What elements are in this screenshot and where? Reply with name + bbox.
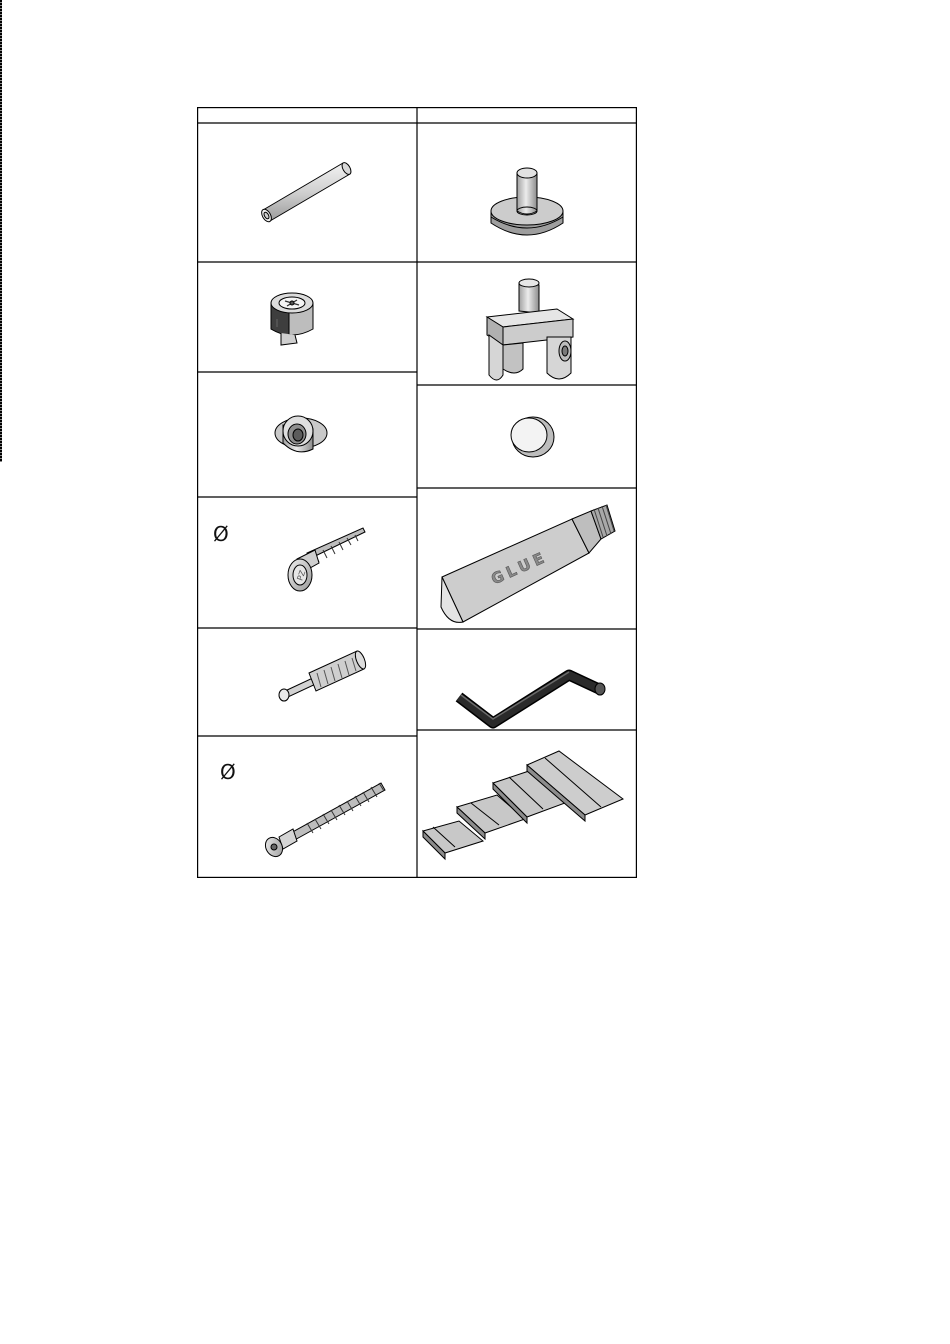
adjustable-foot-icon [491,168,563,235]
diameter-symbol-1: Ø [213,522,229,546]
cover-cap-icon [511,417,554,457]
cam-lock-icon [271,293,313,345]
parts-table [197,107,637,878]
glue-label: GLUE [488,547,551,589]
page-edge-binding-line [0,0,2,462]
svg-text:PZ: PZ [295,569,308,582]
flanged-bushing-icon [275,416,327,452]
connector-bolt-icon [279,650,368,701]
diameter-symbol-2: Ø [220,760,236,784]
fork-bracket-icon [487,279,573,380]
glue-tube-icon [441,505,615,622]
allen-key-icon [459,672,605,723]
long-screw-icon [262,783,385,860]
wooden-dowel-icon [260,161,353,223]
shim-wedges-icon [423,751,623,859]
wood-screw-icon [288,528,365,591]
